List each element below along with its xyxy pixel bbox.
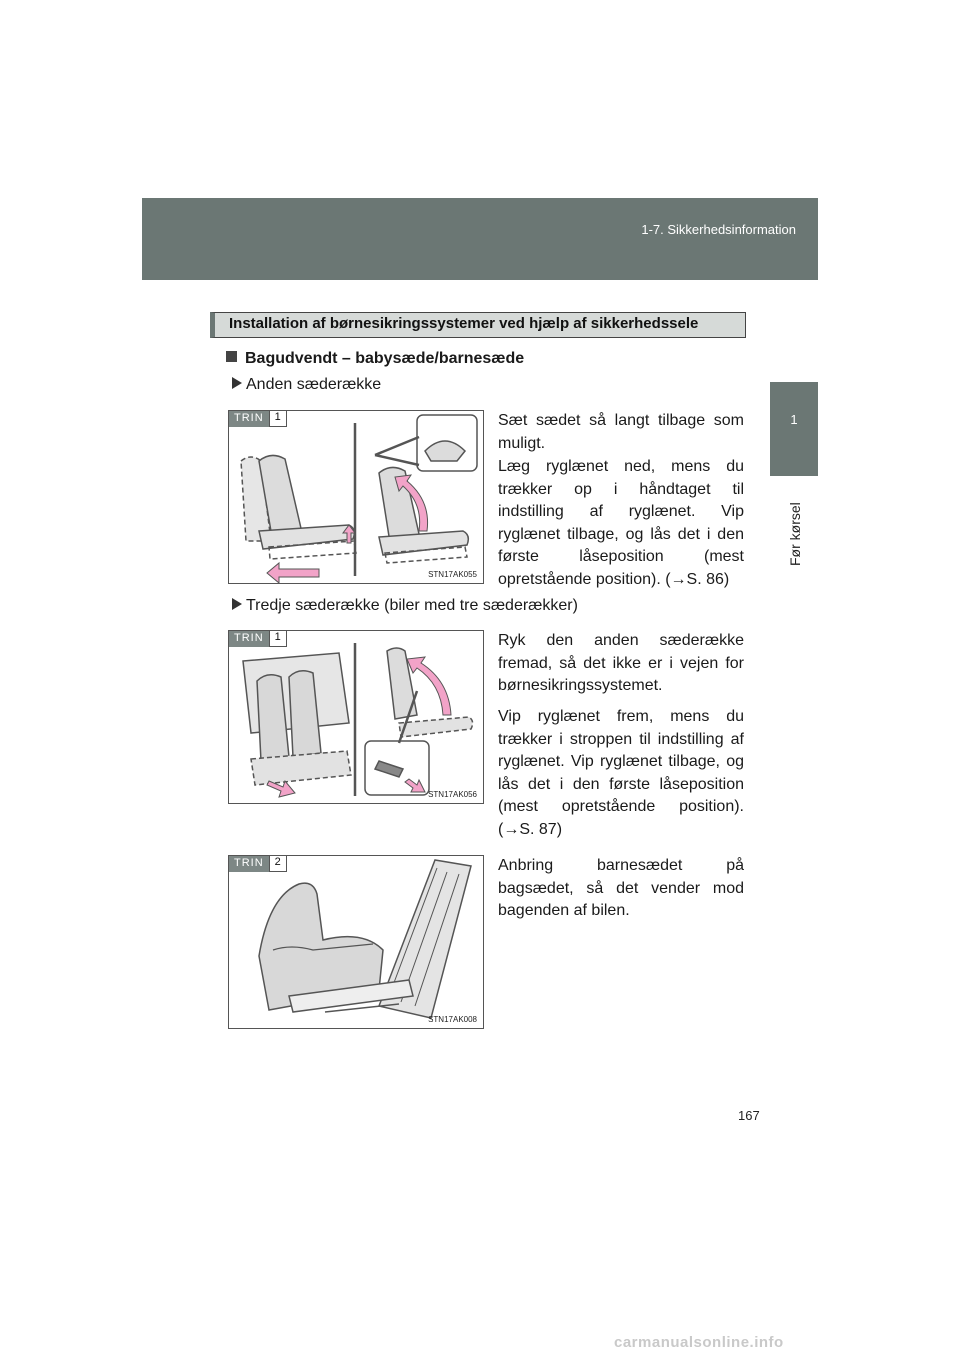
page-number: 167 <box>738 1108 760 1123</box>
figure-step1-second-row <box>228 410 484 584</box>
section-heading: Installation af børnesikringssystemer ved hjælp af sikkerhedssele <box>210 312 746 338</box>
triangle-bullet-icon <box>232 377 242 389</box>
watermark: carmanualsonline.info <box>614 1334 784 1351</box>
paragraph-3: Ryk den anden sæderække fremad, så det ikke er i vejen for børnesikringssystemet. <box>498 632 744 694</box>
triangle-bullet-icon <box>232 598 242 610</box>
sub-heading-text: Bagudvendt – babysæde/barnesæde <box>245 350 525 367</box>
bullet-third-row-text: Tredje sæderække (biler med tre sæderækker) <box>246 597 578 614</box>
figure-step1-third-row <box>228 630 484 804</box>
bullet-second-row <box>232 376 381 394</box>
seat-illustration-1 <box>229 411 483 583</box>
bullet-second-row-text: Anden sæderække <box>246 376 382 393</box>
step-label: TRIN <box>229 856 269 872</box>
paragraph-4: Vip ryglænet frem, mens du trækker i stroppen til indstilling af ryglænet. Vip ryglænet tilbage, og lås det i den første låseposition (mest opretstående position). (→S. 87) <box>498 708 744 838</box>
chapter-label-text: Før kørsel <box>787 502 803 566</box>
step-badge <box>229 411 287 427</box>
figure-code: STN17AK056 <box>428 790 477 799</box>
section-title: 1-7. Sikkerhedsinformation <box>641 222 796 237</box>
bullet-third-row <box>232 597 578 615</box>
square-bullet-icon <box>226 351 237 362</box>
step-label: TRIN <box>229 631 269 647</box>
step-badge <box>229 856 287 872</box>
chapter-label <box>784 488 804 568</box>
figure-code: STN17AK008 <box>428 1015 477 1024</box>
paragraph-5: Anbring barnesædet på bagsædet, så det vender mod bagenden af bilen. <box>498 857 744 919</box>
header-band <box>142 198 818 280</box>
sub-heading <box>226 350 524 368</box>
step-number: 1 <box>269 411 287 427</box>
figure-step2 <box>228 855 484 1029</box>
step-number: 2 <box>269 856 287 872</box>
paragraph-1: Sæt sædet så langt tilbage som muligt. <box>498 412 744 452</box>
step-number: 1 <box>269 631 287 647</box>
figure-code: STN17AK055 <box>428 570 477 579</box>
paragraph-2: Læg ryglænet ned, mens du trækker op i håndtaget til indstilling af ryglænet. Vip ryglænet tilbage, og lås det i den første låseposition (mest opretstående position). (→S. 86) <box>498 458 744 588</box>
chapter-tab[interactable] <box>770 382 818 476</box>
child-seat-illustration <box>229 856 483 1028</box>
step-badge <box>229 631 287 647</box>
step-label: TRIN <box>229 411 269 427</box>
seat-illustration-2 <box>229 631 483 803</box>
chapter-number: 1 <box>790 412 798 427</box>
